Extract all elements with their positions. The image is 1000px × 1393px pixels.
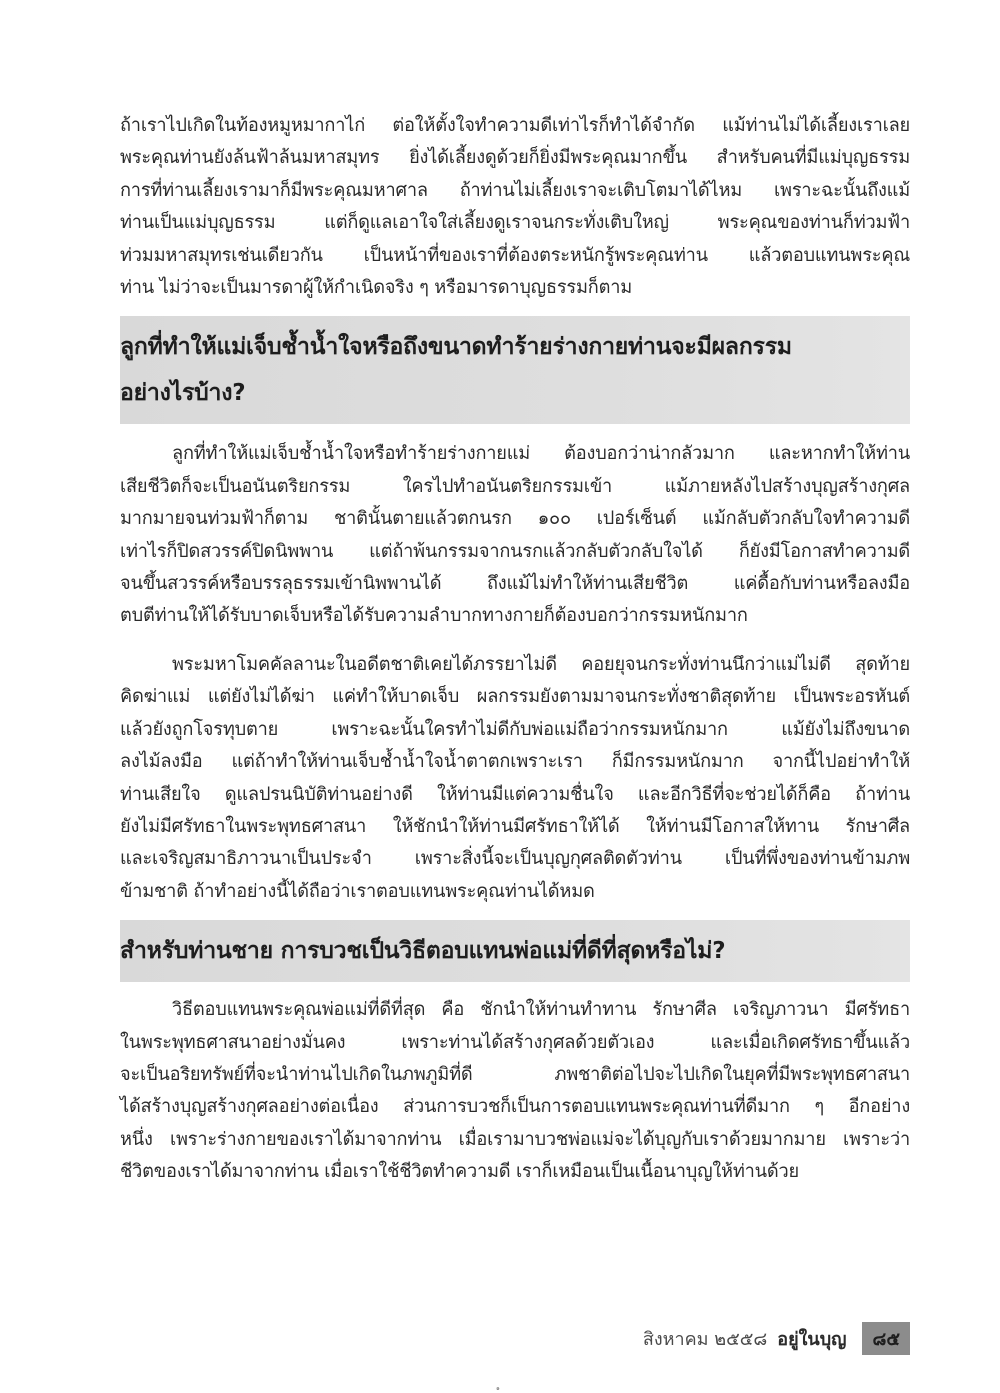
page-number: ๘๕ [862,1322,910,1355]
text-line: ท่านเสียใจ ดูแลปรนนิบัติท่านอย่างดี ให้ท่านมีแต่ความชื่นใจ และอีกวิธีที่จะช่วยได้ก็คือ ถ้าท่าน [120,783,910,805]
section-heading [120,316,910,424]
text-line: ยังไม่มีศรัทธาในพระพุทธศาสนา ให้ชักนำให้ท่านมีศรัทธาให้ได้ ให้ท่านมีโอกาสให้ทาน รักษาศีล [120,815,910,837]
text-line: ชีวิตของเราได้มาจากท่าน เมื่อเราใช้ชีวิตทำความดี เราก็เหมือนเป็นเนื้อนาบุญให้ท่านด้วย [120,1161,799,1183]
text-line: พระมหาโมคคัลลานะในอดีตชาติเคยได้ภรรยาไม่ดี คอยยุจนกระทั่งท่านนึกว่าแม่ไม่ดี สุดท้าย [172,653,910,675]
text-line: ข้ามชาติ ถ้าทำอย่างนี้ได้ถือว่าเราตอบแทนพระคุณท่านได้หมด [120,880,595,902]
section-heading-line: ลูกที่ทำให้แม่เจ็บช้ำน้ำใจหรือถึงขนาดทำร้ายร่างกายท่านจะมีผลกรรม [120,334,792,361]
issue-month: สิงหาคม ๒๕๕๘ [642,1329,768,1350]
text-line: ลงไม้ลงมือ แต่ถ้าทำให้ท่านเจ็บช้ำน้ำใจน้ำตาตกเพราะเรา ก็มีกรรมหนักมาก จากนี้ไปอย่าทำให้ [120,751,910,773]
text-line: แล้วยังถูกโจรทุบตาย เพราะฉะนั้นใครทำไม่ดีกับพ่อแม่ถือว่ากรรมหนักมาก แม้ยังไม่ถึงขนาด [120,718,910,740]
section1-paragraph-2 [120,649,910,908]
text-line: ได้สร้างบุญสร้างกุศลอย่างต่อเนื่อง ส่วนการบวชก็เป็นการตอบแทนพระคุณท่านที่ดีมาก ๆ อีกอย่าง [120,1096,910,1118]
text-line: จนขึ้นสวรรค์หรือบรรลุธรรมเข้านิพพานได้ ถึงแม้ไม่ทำให้ท่านเสียชีวิต แค่ดื้อกับท่านหรือลงมือ [120,573,910,595]
text-line: หนึ่ง เพราะร่างกายของเราได้มาจากท่าน เมื่อเรามาบวชพ่อแม่จะได้บุญกับเราด้วยมากมาย เพราะว่า [120,1128,910,1150]
section-heading-line: อย่างไรบ้าง? [120,380,246,407]
text-line: ท่าน ไม่ว่าจะเป็นมารดาผู้ให้กำเนิดจริง ๆ หรือมารดาบุญธรรมก็ตาม [120,277,633,299]
text-line: วิธีตอบแทนพระคุณพ่อแม่ที่ดีที่สุด คือ ชักนำให้ท่านทำทาน รักษาศีล เจริญภาวนา มีศรัทธา [172,999,910,1021]
section2-paragraph-1 [120,994,910,1188]
text-line: จะเป็นอริยทรัพย์ที่จะนำท่านไปเกิดในภพภูมิที่ดี ภพชาติต่อไปจะไปเกิดในยุคที่มีพระพุทธศาสนา [120,1063,910,1085]
text-line: มากมายจนท่วมฟ้าก็ตาม ชาตินั้นตายแล้วตกนรก ๑๐๐ เปอร์เซ็นต์ แม้กลับตัวกลับใจทำความดี [120,508,910,530]
print-mark: ๑ [496,1385,500,1392]
text-line: เท่าไรก็ปิดสวรรค์ปิดนิพพาน แต่ถ้าพ้นกรรมจากนรกแล้วกลับตัวกลับใจได้ ก็ยังมีโอกาสทำความดี [120,540,910,562]
text-line: ในพระพุทธศาสนาอย่างมั่นคง เพราะท่านได้สร้างกุศลด้วยตัวเอง และเมื่อเกิดศรัทธาขึ้นแล้ว [120,1031,910,1053]
text-line: ลูกที่ทำให้แม่เจ็บช้ำน้ำใจหรือทำร้ายร่างกายแม่ ต้องบอกว่าน่ากลัวมาก และหากทำให้ท่าน [172,443,910,465]
text-line: ถ้าเราไปเกิดในท้องหมูหมากาไก่ ต่อให้ตั้งใจทำความดีเท่าไรก็ทำได้จำกัด แม้ท่านไม่ได้เลี้ยงเราเลย [120,115,910,136]
text-line: เสียชีวิตก็จะเป็นอนันตริยกรรม ใครไปทำอนันตริยกรรมเข้า แม้ภายหลังไปสร้างบุญสร้างกุศล [120,475,910,497]
text-line: ท่วมมหาสมุทรเช่นเดียวกัน เป็นหน้าที่ของเราที่ต้องตระหนักรู้พระคุณท่าน แล้วตอบแทนพระคุณ [120,244,910,266]
page-footer [643,1322,910,1355]
magazine-name: อยู่ในบุญ [777,1329,847,1350]
article-body [120,110,910,1189]
text-line: การที่ท่านเลี้ยงเรามาก็มีพระคุณมหาศาล ถ้าท่านไม่เลี้ยงเราจะเติบโตมาได้ไหม เพราะฉะนั้นถึงแม้ [120,179,910,201]
intro-paragraph [120,110,910,304]
text-line: พระคุณท่านยังล้นฟ้าล้นมหาสมุทร ยิ่งได้เลี้ยงดูด้วยก็ยิ่งมีพระคุณมากขึ้น สำหรับคนที่มีแม่บุญธรรม [120,147,910,169]
section-heading-line: สำหรับท่านชาย การบวชเป็นวิธีตอบแทนพ่อแม่ที่ดีที่สุดหรือไม่? [120,938,726,965]
section1-paragraph-1 [120,438,910,632]
text-line: คิดฆ่าแม่ แต่ยังไม่ได้ฆ่า แค่ทำให้บาดเจ็บ ผลกรรมยังตามมาจนกระทั่งชาติสุดท้าย เป็นพระอรหันต์ [120,686,910,708]
text-line: และเจริญสมาธิภาวนาเป็นประจำ เพราะสิ่งนี้จะเป็นบุญกุศลติดตัวท่าน เป็นที่พึ่งของท่านข้ามภพ [120,848,910,870]
text-line: ตบตีท่านให้ได้รับบาดเจ็บหรือได้รับความลำบากทางกายก็ต้องบอกว่ากรรมหนักมาก [120,605,748,627]
section-heading [120,920,910,982]
text-line: ท่านเป็นแม่บุญธรรม แต่ก็ดูแลเอาใจใส่เลี้ยงดูเราจนกระทั่งเติบใหญ่ พระคุณของท่านก็ท่วมฟ้า [120,212,910,234]
